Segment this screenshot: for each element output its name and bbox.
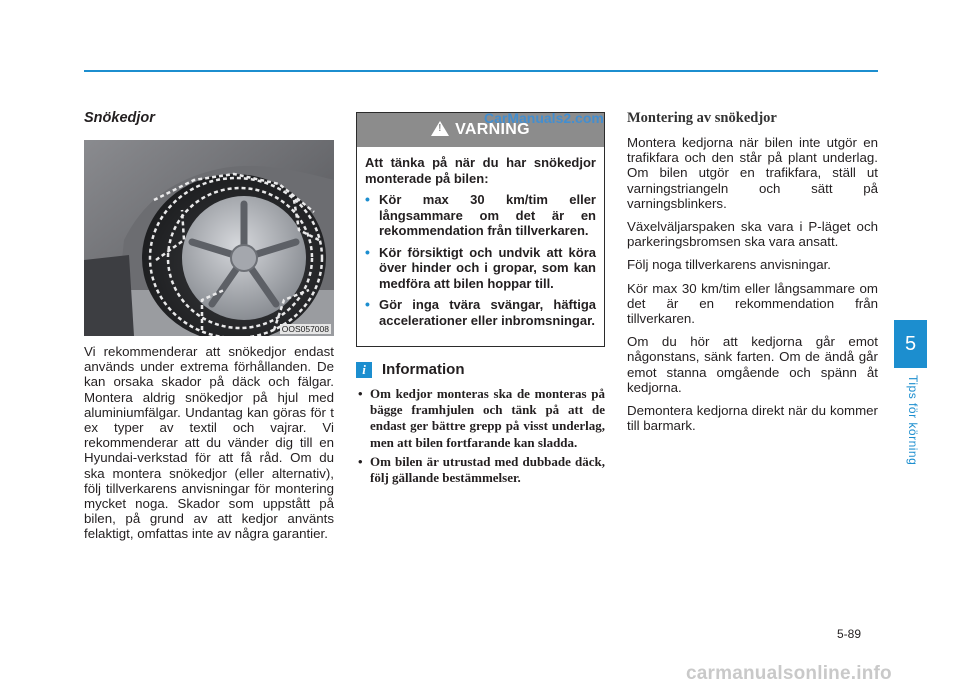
warning-intro: Att tänka på när du har snökedjor monterade på bilen: [365,155,596,186]
warning-header [357,110,604,147]
mounting-title: Montering av snökedjor [627,110,777,126]
warning-triangle-icon: ! [431,121,449,136]
mounting-paragraph: Demontera kedjorna direkt när du kommer till barmark. [627,403,878,434]
right-column [627,110,878,433]
mounting-paragraph: Växelväljarspaken ska vara i P-läget och parkeringsbromsen ska vara ansatt. [627,219,878,250]
wheel-with-snow-chain-illustration [84,140,334,336]
mounting-paragraph: Montera kedjorna när bilen inte utgör en trafikfara och den står på plant underlag. Om bilen utgör en trafikfara, ställ ut varningstriangeln och sätt på varningsblinkers. [627,135,878,211]
middle-column [356,112,605,489]
watermark-top: CarManuals2.com [484,110,604,126]
information-header [356,361,605,378]
info-icon: i [356,362,372,378]
left-column [84,110,334,542]
warning-item: • Kör försiktigt och undvik att köra över hinder och i gropar, som kan medföra att bilen hoppar till. [365,245,596,292]
section-title: Snökedjor [84,110,155,126]
footer-watermark: carmanualsonline.info [686,663,892,684]
photo-code: OOS057008 [281,324,329,334]
warning-list [365,192,596,328]
mounting-paragraph: Om du hör att kedjorna går emot någonstans, sänk farten. Om de ändå går emot stanna omgående och spänn åt kedjorna. [627,334,878,395]
information-list [356,386,605,486]
snow-chains-paragraph: Vi rekommenderar att snökedjor endast används under extrema förhållanden. De kan orsaka skador på däck och fälgar. Montera aldrig snökedjor på hjul med aluminiumfälgar. Undantag kan göras för t ex typer av textil och vajrar. Vi rekommenderar att du vänder dig till en Hyundai-verkstad för att få råd. Om du ska montera snökedjor (eller alternativ), följ tillverkarens anvisningar för montering mycket noga. Skador som uppstått på bilen, på grund av att kedjor använts felaktigt, omfattas inte av några garantier. [84,344,334,542]
header-rule [84,70,878,72]
page-number: 5-89 [837,627,862,641]
mounting-paragraph: Kör max 30 km/tim eller långsammare om det är en rekommendation från tillverkaren. [627,280,878,327]
warning-item: • Kör max 30 km/tim eller långsammare om det är en rekommendation från tillverkaren. [365,192,596,239]
snow-chain-photo [84,140,334,336]
chapter-label-text: Tips för körning [906,375,920,466]
information-item: • Om kedjor monteras ska de monteras på bägge framhjulen och tänk på att de endast ger bättre grepp på visst underlag, men att bilen fortfarande kan sladda. [356,386,605,451]
chapter-tab[interactable]: 5 [894,320,927,368]
chapter-label [906,375,920,475]
information-title: Information [382,361,465,378]
warning-item: • Gör inga tvära svängar, häftiga accelerationer eller inbromsningar. [365,297,596,328]
mounting-paragraph: Följ noga tillverkarens anvisningar. [627,257,831,273]
warning-box [356,112,605,347]
warning-title-text: VARNING [455,121,530,138]
warning-body [357,147,604,346]
information-item: • Om bilen är utrustad med dubbade däck, följ gällande bestämmelser. [356,454,605,486]
